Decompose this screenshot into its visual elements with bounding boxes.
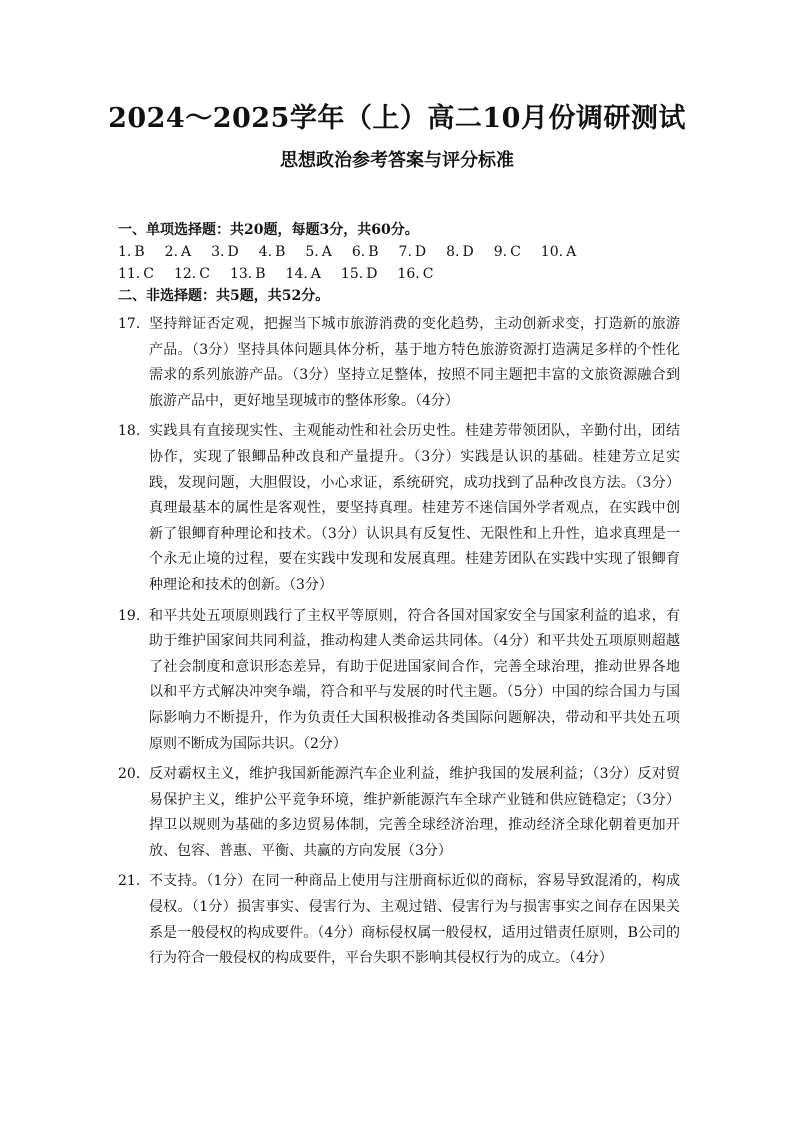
choice-answer: 9. C [493,244,521,260]
choice-answer: 13. B [229,266,266,282]
question-answer [118,869,680,971]
choice-answer: 2. A [164,244,192,260]
choice-answer: 3. D [211,244,239,260]
choice-answer: 6. B [351,244,379,260]
choice-answer: 8. D [446,244,474,260]
answer-content [118,219,680,972]
choice-answer: 5. A [305,244,332,260]
question-answer-text: 不支持。（1分）在同一种商品上使用与注册商标近似的商标，容易导致混淆的，构成侵权。（1分）损害事实、侵害行为、主观过错、侵害行为与损害事实之间存在因果关系是一般侵权的构成要件。（4分）商标侵权属一般侵权，适用过错责任原则，B公司的行为符合一般侵权的构成要件，平台失职不影响其侵权行为的成立。（4分） [149,873,680,967]
document-title: 2024～2025学年（上）高二10月份调研测试 [108,103,686,134]
question-answer-text: 反对霸权主义，维护我国新能源汽车企业利益，维护我国的发展利益；（3分）反对贸易保护主义，维护公平竞争环境，维护新能源汽车全球产业链和供应链稳定；（3分）捍卫以规则为基础的多边贸易体制，完善全球经济治理，推动经济全球化朝着更加开放、包容、普惠、平衡、共赢的方向发展（3分） [149,766,680,859]
question-number: 21. [118,873,141,890]
question-answer-text: 坚持辩证否定观，把握当下城市旅游消费的变化趋势，主动创新求变，打造新的旅游产品。（3分）坚持具体问题具体分析，基于地方特色旅游资源打造满足多样的个性化需求的系列旅游产品。（3分）坚持立足整体，按照不同主题把丰富的文旅资源融合到旅游产品中，更好地呈现城市的整体形象。（4分） [149,316,680,409]
question-answer [118,419,680,598]
question-answer [118,312,680,414]
question-answer-text: 实践具有直接现实性、主观能动性和社会历史性。桂建芳带领团队，辛勤付出，团结协作，实现了银鲫品种改良和产量提升。（3分）实践是认识的基础。桂建芳立足实践，发现问题，大胆假设，小心求证，系统研究，成功找到了品种改良方法。（3分）真理最基本的属性是客观性，要坚持真理。桂建芳不迷信国外学者观点，在实践中创新了银鲫育种理论和技术。（3分）认识具有反复性、无限性和上升性，追求真理是一个永无止境的过程，要在实践中发现和发展真理。桂建芳团队在实践中实现了银鲫育种理论和技术的创新。（3分） [149,423,680,593]
question-number: 19. [118,607,141,624]
question-answer-text: 和平共处五项原则践行了主权平等原则，符合各国对国家安全与国家利益的追求，有助于维护国家间共同利益，推动构建人类命运共同体。（4分）和平共处五项原则超越了社会制度和意识形态差异，有助于促进国家间合作，完善全球治理，推动世界各地以和平方式解决冲突争端，符合和平与发展的时代主题。（5分）中国的综合国力与国际影响力不断提升，作为负责任大国积极推动各类国际问题解决，带动和平共处五项原则不断成为国际共识。（2分） [149,607,680,752]
question-number: 20. [118,766,141,783]
choice-answer: 10. A [540,244,577,260]
choice-answer: 14. A [285,266,321,282]
document-subtitle: 思想政治参考答案与评分标准 [280,150,514,171]
question-answer [118,604,680,758]
choice-answer: 11. C [118,266,154,282]
choice-answer: 7. D [398,244,427,260]
question-number: 18. [118,423,141,440]
section-heading-non-choice: 二、非选择题：共5题，共52分。 [118,288,330,304]
choice-answer: 12. C [173,266,210,282]
section-heading-multiple-choice: 一、单项选择题：共20题，每题3分，共60分。 [118,222,419,238]
choice-answer: 16. C [397,266,434,282]
choice-answers-row-2 [118,263,680,285]
choice-answers-row-1 [118,241,680,263]
question-number: 17. [118,316,141,332]
choice-answer: 4. B [258,244,286,260]
choice-answer: 1. B [118,244,145,260]
choice-answer: 15. D [340,266,378,282]
question-answer [118,762,680,864]
